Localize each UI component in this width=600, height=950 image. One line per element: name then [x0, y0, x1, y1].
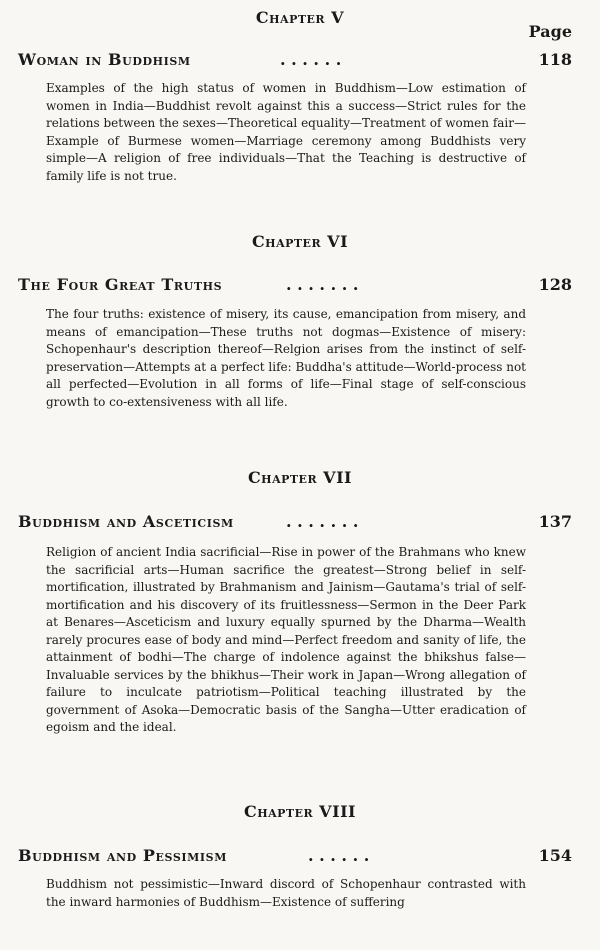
chapter-page-number: 128 — [538, 275, 572, 294]
chapter-title-row — [18, 846, 572, 870]
chapter-page-number: 154 — [538, 846, 572, 865]
chapter-title-row — [18, 50, 572, 74]
page-column-label: Page — [528, 22, 572, 41]
chapter-title: Buddhism and Asceticism — [18, 512, 234, 531]
chapter-heading: Chapter VIII — [243, 802, 357, 821]
chapter-title-row — [18, 512, 572, 536]
chapter-title: The Four Great Truths — [18, 275, 223, 294]
chapter-page-number: 118 — [538, 50, 572, 69]
chapter-heading: Chapter V — [255, 8, 345, 27]
leader-dots: . . . . . . — [280, 50, 342, 69]
chapter-summary: Buddhism not pessimistic—Inward discord of Schopenhaur contrasted with the inward harmonies of Buddhism—Existence of suffering — [46, 877, 526, 909]
chapter-page-number: 137 — [538, 512, 572, 531]
chapter-title: Woman in Buddhism — [18, 50, 191, 69]
leader-dots: . . . . . . — [308, 846, 370, 865]
chapter-title-row — [18, 275, 572, 299]
leader-dots: . . . . . . . — [286, 275, 359, 294]
chapter-summary: The four truths: existence of misery, its cause, emancipation from misery, and means of emancipation—These truths not dogmas—Existence of misery: Schopenhaur's description thereof—Relgion arises from the instinct of self-preservation—Attempts at a perfect life: Buddha's attitude—World-process not all perfected—Evolution in all forms of life—Final stage of self-conscious growth to co-extensiveness with all life. — [46, 307, 526, 409]
chapter-summary: Religion of ancient India sacrificial—Rise in power of the Brahmans who knew the sacrificial arts—Human sacrifice the greatest—Strong belief in self-mortification, illustrated by Brahmanism and Jainism—Gautama's trial of self-mortification and his discovery of its fruitlessness—Sermon in the Deer Park at Benares—Asceticism and luxury equally spurned by the Dharma—Wealth rarely procures ease of body and mind—Perfect freedom and sanity of life, the attainment of bodhi—The charge of indolence against the bhikshus false—Invaluable services by the bhikhus—Their work in Japan—Wrong allegation of failure to inculcate patriotism—Political teaching illustrated by the government of Asoka—Democratic basis of the Sangha—Utter eradication of egoism and the ideal. — [46, 545, 526, 734]
chapter-heading: Chapter VII — [247, 468, 353, 487]
chapter-heading: Chapter VI — [251, 232, 349, 251]
chapter-title: Buddhism and Pessimism — [18, 846, 227, 865]
leader-dots: . . . . . . . — [286, 512, 359, 531]
chapter-summary: Examples of the high status of women in Buddhism—Low estimation of women in India—Buddhist revolt against this a success—Strict rules for the relations between the sexes—Theoretical equality—Treatment of women fair—Example of Burmese women—Marriage ceremony among Buddhists very simple—A religion of free individuals—That the Teaching is destructive of family life is not true. — [46, 81, 526, 183]
